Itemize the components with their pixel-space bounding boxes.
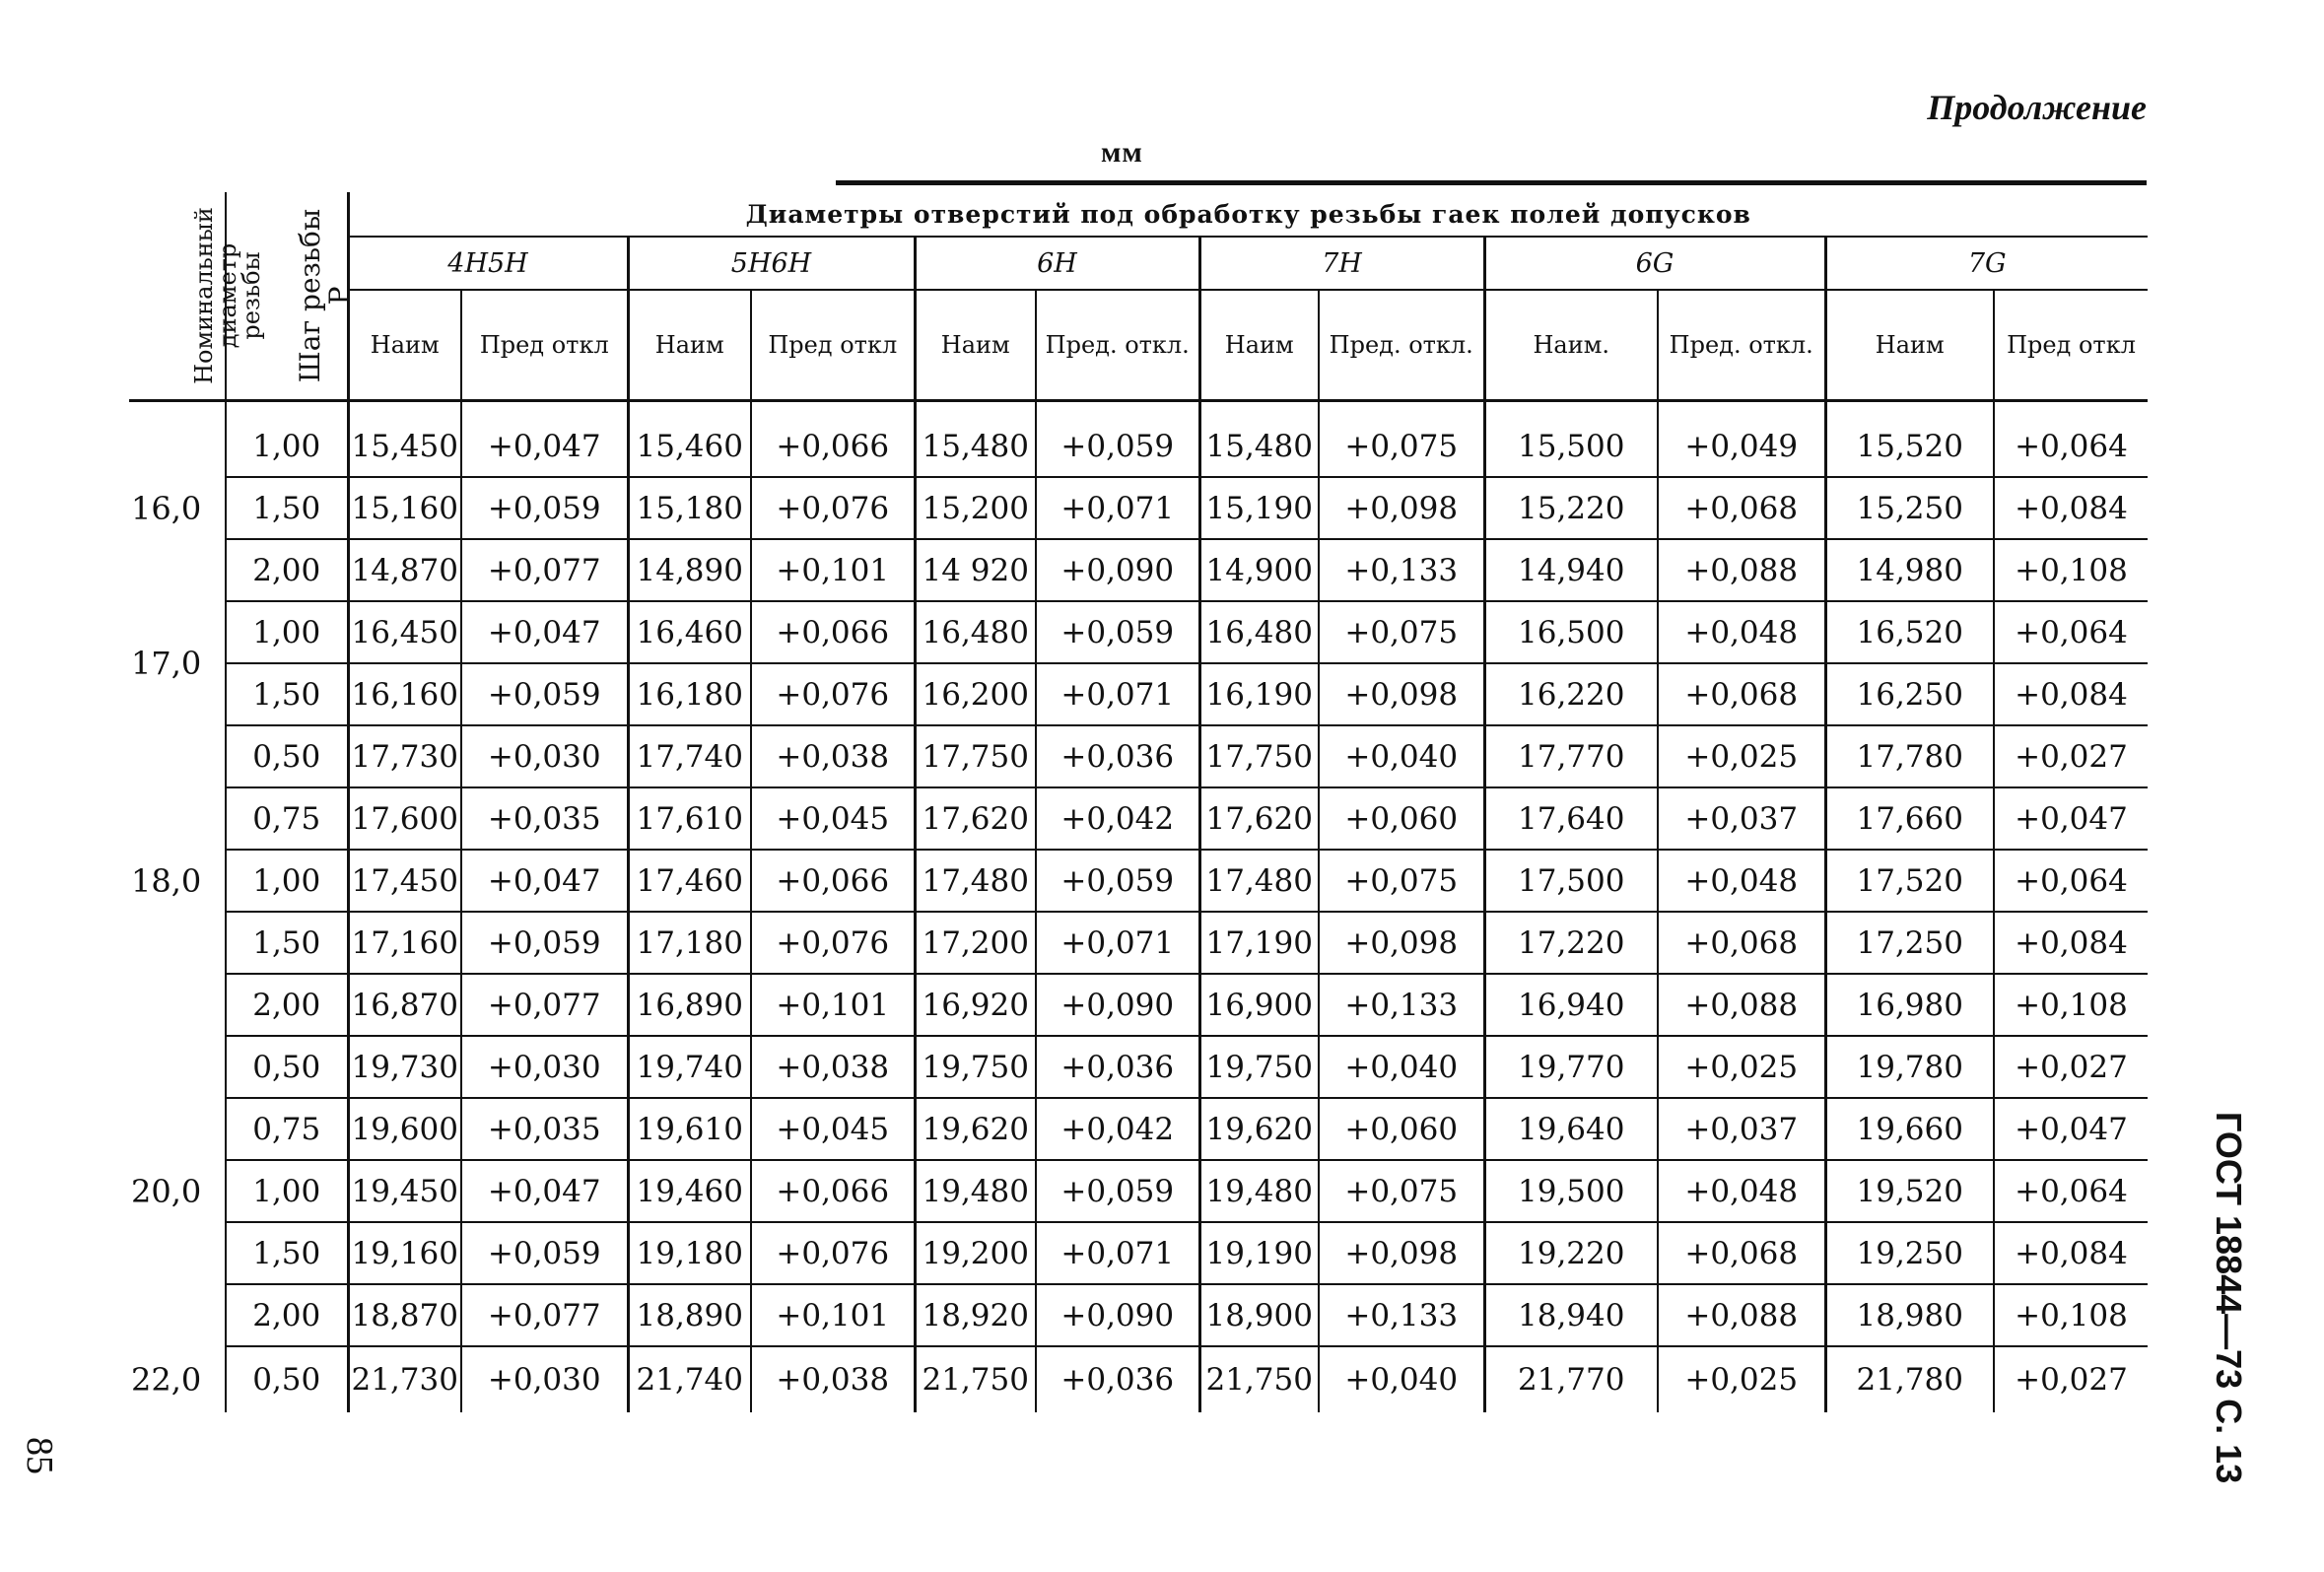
deviation-cell: +0,077 (461, 539, 628, 601)
min-size-cell: 17,600 (348, 787, 461, 850)
deviation-cell: +0,101 (751, 1284, 915, 1346)
deviation-cell: +0,040 (1319, 725, 1484, 787)
deviation-cell: +0,098 (1319, 1222, 1484, 1284)
min-size-cell: 16,870 (348, 974, 461, 1036)
nominal-diameter-cell: 16,0 (129, 416, 226, 601)
pitch-cell: 0,50 (226, 725, 348, 787)
unit-label: мм (1101, 136, 1143, 169)
table-row (129, 416, 2148, 477)
min-size-cell: 17,200 (915, 912, 1036, 974)
deviation-cell: +0,084 (1994, 663, 2148, 725)
deviation-cell: +0,025 (1658, 1346, 1825, 1412)
min-size-cell: 19,250 (1825, 1222, 1994, 1284)
min-size-cell: 17,620 (915, 787, 1036, 850)
min-size-cell: 17,220 (1484, 912, 1658, 974)
deviation-cell: +0,042 (1036, 1098, 1199, 1160)
min-size-cell: 16,520 (1825, 601, 1994, 663)
min-size-cell: 15,520 (1825, 416, 1994, 477)
deviation-cell: +0,036 (1036, 1346, 1199, 1412)
deviation-cell: +0,025 (1658, 1036, 1825, 1098)
deviation-cell: +0,030 (461, 1346, 628, 1412)
deviation-cell: +0,066 (751, 416, 915, 477)
deviation-cell: +0,071 (1036, 477, 1199, 539)
min-size-cell: 19,180 (628, 1222, 751, 1284)
deviation-cell: +0,068 (1658, 1222, 1825, 1284)
table-row (129, 663, 2148, 725)
pitch-cell: 0,75 (226, 787, 348, 850)
min-size-cell: 16,480 (1199, 601, 1319, 663)
nominal-diameter-cell: 22,0 (129, 1346, 226, 1412)
min-size-header: Наим. (1484, 290, 1658, 401)
table-row (129, 1346, 2148, 1412)
deviation-cell: +0,059 (461, 1222, 628, 1284)
min-size-cell: 17,500 (1484, 850, 1658, 912)
deviation-cell: +0,076 (751, 477, 915, 539)
min-size-cell: 18,890 (628, 1284, 751, 1346)
deviation-cell: +0,088 (1658, 539, 1825, 601)
min-size-cell: 16,180 (628, 663, 751, 725)
table-row (129, 601, 2148, 663)
deviation-cell: +0,071 (1036, 1222, 1199, 1284)
pitch-header-label: Шаг резьбы P (294, 208, 356, 383)
min-size-cell: 15,480 (1199, 416, 1319, 477)
deviation-cell: +0,066 (751, 601, 915, 663)
min-size-cell: 19,190 (1199, 1222, 1319, 1284)
deviation-header: Пред откл (751, 290, 915, 401)
min-size-header: Наим (915, 290, 1036, 401)
min-size-header: Наим (1825, 290, 1994, 401)
sub-header-row (129, 290, 2148, 401)
min-size-cell: 19,160 (348, 1222, 461, 1284)
min-size-cell: 17,180 (628, 912, 751, 974)
min-size-cell: 16,900 (1199, 974, 1319, 1036)
min-size-cell: 15,160 (348, 477, 461, 539)
deviation-cell: +0,027 (1994, 725, 2148, 787)
min-size-cell: 19,770 (1484, 1036, 1658, 1098)
deviation-cell: +0,075 (1319, 601, 1484, 663)
table-row (129, 1098, 2148, 1160)
min-size-cell: 16,940 (1484, 974, 1658, 1036)
deviation-cell: +0,038 (751, 1036, 915, 1098)
min-size-cell: 19,750 (915, 1036, 1036, 1098)
min-size-cell: 17,780 (1825, 725, 1994, 787)
min-size-cell: 14 920 (915, 539, 1036, 601)
min-size-cell: 15,500 (1484, 416, 1658, 477)
min-size-cell: 17,620 (1199, 787, 1319, 850)
table-row (129, 1036, 2148, 1098)
deviation-cell: +0,071 (1036, 912, 1199, 974)
table-row (129, 1160, 2148, 1222)
continuation-label: Продолжение (1927, 88, 2147, 127)
min-size-cell: 16,460 (628, 601, 751, 663)
deviation-cell: +0,101 (751, 974, 915, 1036)
deviation-cell: +0,068 (1658, 663, 1825, 725)
pitch-cell: 1,50 (226, 1222, 348, 1284)
min-size-cell: 19,740 (628, 1036, 751, 1098)
min-size-header: Наим (1199, 290, 1319, 401)
min-size-cell: 15,480 (915, 416, 1036, 477)
page-number: 85 (19, 1437, 60, 1474)
deviation-cell: +0,037 (1658, 1098, 1825, 1160)
min-size-cell: 16,890 (628, 974, 751, 1036)
min-size-cell: 19,200 (915, 1222, 1036, 1284)
deviation-header: Пред. откл. (1658, 290, 1825, 401)
table-row (129, 850, 2148, 912)
deviation-cell: +0,027 (2015, 1362, 2128, 1398)
min-size-cell: 16,450 (348, 601, 461, 663)
min-size-cell: 17,640 (1484, 787, 1658, 850)
deviation-cell: +0,066 (751, 850, 915, 912)
deviation-cell: +0,068 (1658, 912, 1825, 974)
thread-hole-diameter-table (129, 192, 2148, 1412)
deviation-cell: +0,075 (1319, 416, 1484, 477)
min-size-cell: 17,190 (1199, 912, 1319, 974)
min-size-cell: 15,190 (1199, 477, 1319, 539)
min-size-cell: 16,980 (1825, 974, 1994, 1036)
deviation-cell: +0,075 (1319, 850, 1484, 912)
min-size-cell: 16,500 (1484, 601, 1658, 663)
tolerance-field-header: 5H6H (628, 237, 915, 290)
min-size-cell: 18,900 (1199, 1284, 1319, 1346)
deviation-cell: +0,090 (1036, 539, 1199, 601)
tolerance-fields-row (129, 237, 2148, 290)
table-row (129, 787, 2148, 850)
nominal-diameter-cell: 20,0 (129, 1036, 226, 1346)
min-size-cell: 15,250 (1825, 477, 1994, 539)
deviation-cell: +0,059 (461, 477, 628, 539)
deviation-cell: +0,047 (1994, 787, 2148, 850)
min-size-cell: 17,750 (915, 725, 1036, 787)
deviation-cell: +0,059 (1036, 416, 1199, 477)
deviation-header: Пред. откл. (1319, 290, 1484, 401)
min-size-cell: 18,980 (1825, 1284, 1994, 1346)
pitch-cell: 1,50 (226, 912, 348, 974)
deviation-cell: +0,077 (461, 974, 628, 1036)
min-size-cell: 17,610 (628, 787, 751, 850)
min-size-cell: 19,460 (628, 1160, 751, 1222)
deviation-cell: +0,098 (1319, 912, 1484, 974)
pitch-cell: 0,75 (226, 1098, 348, 1160)
min-size-cell: 19,640 (1484, 1098, 1658, 1160)
table-row (129, 974, 2148, 1036)
min-size-cell: 17,740 (628, 725, 751, 787)
deviation-cell: +0,059 (1036, 850, 1199, 912)
deviation-cell: +0,047 (461, 1160, 628, 1222)
pitch-cell: 1,00 (226, 601, 348, 663)
pitch-cell: 1,50 (226, 663, 348, 725)
top-rule (836, 180, 2147, 185)
min-size-cell: 17,660 (1825, 787, 1994, 850)
deviation-cell: +0,035 (461, 1098, 628, 1160)
deviation-cell: +0,075 (1319, 1160, 1484, 1222)
min-size-cell: 16,220 (1484, 663, 1658, 725)
deviation-cell: +0,048 (1658, 850, 1825, 912)
pitch-cell: 2,00 (226, 539, 348, 601)
min-size-cell: 14,890 (628, 539, 751, 601)
table-row (129, 1222, 2148, 1284)
min-size-cell: 19,220 (1484, 1222, 1658, 1284)
min-size-cell: 14,900 (1199, 539, 1319, 601)
deviation-cell: +0,068 (1658, 477, 1825, 539)
deviation-cell: +0,084 (1994, 477, 2148, 539)
deviation-cell: +0,076 (751, 1222, 915, 1284)
deviation-cell: +0,059 (461, 663, 628, 725)
min-size-cell: 17,480 (1199, 850, 1319, 912)
pitch-cell: 1,50 (226, 477, 348, 539)
deviation-cell: +0,047 (461, 416, 628, 477)
min-size-cell: 19,480 (1199, 1160, 1319, 1222)
deviation-cell: +0,088 (1658, 974, 1825, 1036)
deviation-cell: +0,108 (1994, 539, 2148, 601)
pitch-cell: 1,00 (226, 850, 348, 912)
min-size-cell: 21,740 (628, 1346, 751, 1412)
deviation-cell: +0,059 (461, 912, 628, 974)
nominal-diameter-header (129, 192, 265, 401)
min-size-cell: 17,480 (915, 850, 1036, 912)
tolerance-field-header: 7G (1825, 237, 2148, 290)
spacer-row (129, 401, 2148, 417)
deviation-cell: +0,040 (1319, 1036, 1484, 1098)
deviation-cell: +0,049 (1658, 416, 1825, 477)
deviation-header: Пред откл (461, 290, 628, 401)
nominal-diameter-header-label: Номинальный диаметр резьбы (190, 207, 265, 384)
deviation-cell: +0,064 (1994, 601, 2148, 663)
deviation-cell: +0,038 (751, 725, 915, 787)
table-row (129, 539, 2148, 601)
deviation-cell: +0,025 (1658, 725, 1825, 787)
table-row (129, 477, 2148, 539)
min-size-cell: 18,920 (915, 1284, 1036, 1346)
min-size-cell: 19,600 (348, 1098, 461, 1160)
min-size-cell: 19,450 (348, 1160, 461, 1222)
deviation-cell: +0,084 (1994, 1222, 2148, 1284)
min-size-cell: 17,770 (1484, 725, 1658, 787)
nominal-diameter-cell: 18,0 (129, 725, 226, 1036)
deviation-cell: +0,030 (461, 725, 628, 787)
min-size-cell: 19,610 (628, 1098, 751, 1160)
min-size-cell: 19,500 (1484, 1160, 1658, 1222)
min-size-cell: 19,620 (915, 1098, 1036, 1160)
standard-code: ГОСТ 18844—73 С. 13 (2209, 1112, 2249, 1484)
min-size-cell: 17,460 (628, 850, 751, 912)
min-size-cell: 14,870 (348, 539, 461, 601)
min-size-header: Наим (348, 290, 461, 401)
deviation-cell: +0,064 (1994, 850, 2148, 912)
min-size-cell: 19,660 (1825, 1098, 1994, 1160)
min-size-cell: 15,220 (1484, 477, 1658, 539)
deviation-cell: +0,047 (461, 601, 628, 663)
deviation-cell: +0,064 (1994, 416, 2148, 477)
deviation-cell: +0,108 (1994, 1284, 2148, 1346)
deviation-cell: +0,045 (751, 1098, 915, 1160)
deviation-cell: +0,047 (461, 850, 628, 912)
pitch-cell: 1,00 (226, 416, 348, 477)
tolerance-field-header: 4H5H (348, 237, 628, 290)
pitch-cell: 2,00 (226, 1284, 348, 1346)
deviation-cell: +0,076 (751, 663, 915, 725)
min-size-cell: 18,870 (348, 1284, 461, 1346)
tolerance-field-header: 7H (1199, 237, 1484, 290)
deviation-cell: +0,088 (1658, 1284, 1825, 1346)
deviation-cell: +0,045 (751, 787, 915, 850)
deviation-cell: +0,027 (1994, 1036, 2148, 1098)
deviation-cell: +0,035 (461, 787, 628, 850)
min-size-cell: 16,250 (1825, 663, 1994, 725)
deviation-cell: +0,098 (1319, 477, 1484, 539)
deviation-cell: +0,036 (1036, 1036, 1199, 1098)
deviation-cell: +0,098 (1319, 663, 1484, 725)
deviation-cell: +0,064 (1994, 1160, 2148, 1222)
group-header: Диаметры отверстий под обработку резьбы гаек полей допусков (348, 192, 2148, 237)
pitch-cell: 0,50 (226, 1036, 348, 1098)
table-body (129, 401, 2148, 1413)
min-size-cell: 14,980 (1825, 539, 1994, 601)
min-size-cell: 17,250 (1825, 912, 1994, 974)
deviation-cell: +0,084 (1994, 912, 2148, 974)
deviation-header: Пред откл (1994, 290, 2148, 401)
min-size-cell: 17,450 (348, 850, 461, 912)
min-size-cell: 17,730 (348, 725, 461, 787)
table-row (129, 912, 2148, 974)
min-size-cell: 19,780 (1825, 1036, 1994, 1098)
deviation-cell: +0,048 (1658, 601, 1825, 663)
deviation-cell: +0,037 (1658, 787, 1825, 850)
min-size-cell: 14,940 (1484, 539, 1658, 601)
deviation-cell: +0,060 (1319, 787, 1484, 850)
deviation-cell: +0,040 (1319, 1346, 1484, 1412)
min-size-cell: 15,180 (628, 477, 751, 539)
deviation-cell: +0,077 (461, 1284, 628, 1346)
deviation-cell: +0,090 (1036, 974, 1199, 1036)
deviation-cell: +0,108 (1994, 974, 2148, 1036)
min-size-cell: 21,750 (915, 1346, 1036, 1412)
deviation-cell: +0,071 (1036, 663, 1199, 725)
deviation-cell: +0,090 (1036, 1284, 1199, 1346)
min-size-cell: 17,750 (1199, 725, 1319, 787)
deviation-cell: +0,042 (1036, 787, 1199, 850)
min-size-cell: 19,620 (1199, 1098, 1319, 1160)
min-size-cell: 16,200 (915, 663, 1036, 725)
min-size-cell: 21,770 (1484, 1346, 1658, 1412)
min-size-cell: 16,190 (1199, 663, 1319, 725)
min-size-cell: 21,750 (1199, 1346, 1319, 1412)
deviation-cell: +0,076 (751, 912, 915, 974)
pitch-cell: 1,00 (226, 1160, 348, 1222)
tolerance-field-header: 6G (1484, 237, 1825, 290)
min-size-cell: 21,730 (348, 1346, 461, 1412)
deviation-cell: +0,036 (1036, 725, 1199, 787)
min-size-header: Наим (628, 290, 751, 401)
deviation-cell: +0,059 (1036, 1160, 1199, 1222)
deviation-cell: +0,060 (1319, 1098, 1484, 1160)
deviation-cell: +0,066 (751, 1160, 915, 1222)
min-size-cell: 21,780 (1825, 1346, 1994, 1412)
deviation-cell: +0,059 (1036, 601, 1199, 663)
deviation-cell: +0,133 (1319, 974, 1484, 1036)
tolerance-field-header: 6H (915, 237, 1199, 290)
deviation-cell: +0,133 (1319, 1284, 1484, 1346)
table-row (129, 1284, 2148, 1346)
min-size-cell: 19,730 (348, 1036, 461, 1098)
pitch-cell: 2,00 (226, 974, 348, 1036)
min-size-cell: 16,920 (915, 974, 1036, 1036)
deviation-header: Пред. откл. (1036, 290, 1199, 401)
nominal-diameter-cell: 17,0 (129, 601, 226, 725)
deviation-cell: +0,047 (1994, 1098, 2148, 1160)
pitch-cell: 0,50 (226, 1346, 348, 1412)
min-size-cell: 17,160 (348, 912, 461, 974)
deviation-cell: +0,048 (1658, 1160, 1825, 1222)
min-size-cell: 15,460 (628, 416, 751, 477)
min-size-cell: 15,450 (348, 416, 461, 477)
min-size-cell: 18,940 (1484, 1284, 1658, 1346)
min-size-cell: 16,480 (915, 601, 1036, 663)
deviation-cell: +0,101 (751, 539, 915, 601)
min-size-cell: 19,480 (915, 1160, 1036, 1222)
deviation-cell: +0,030 (461, 1036, 628, 1098)
min-size-cell: 19,520 (1825, 1160, 1994, 1222)
min-size-cell: 16,160 (348, 663, 461, 725)
min-size-cell: 19,750 (1199, 1036, 1319, 1098)
deviation-cell: +0,038 (751, 1346, 915, 1412)
min-size-cell: 17,520 (1825, 850, 1994, 912)
table-row (129, 725, 2148, 787)
min-size-cell: 15,200 (915, 477, 1036, 539)
deviation-cell: +0,133 (1319, 539, 1484, 601)
